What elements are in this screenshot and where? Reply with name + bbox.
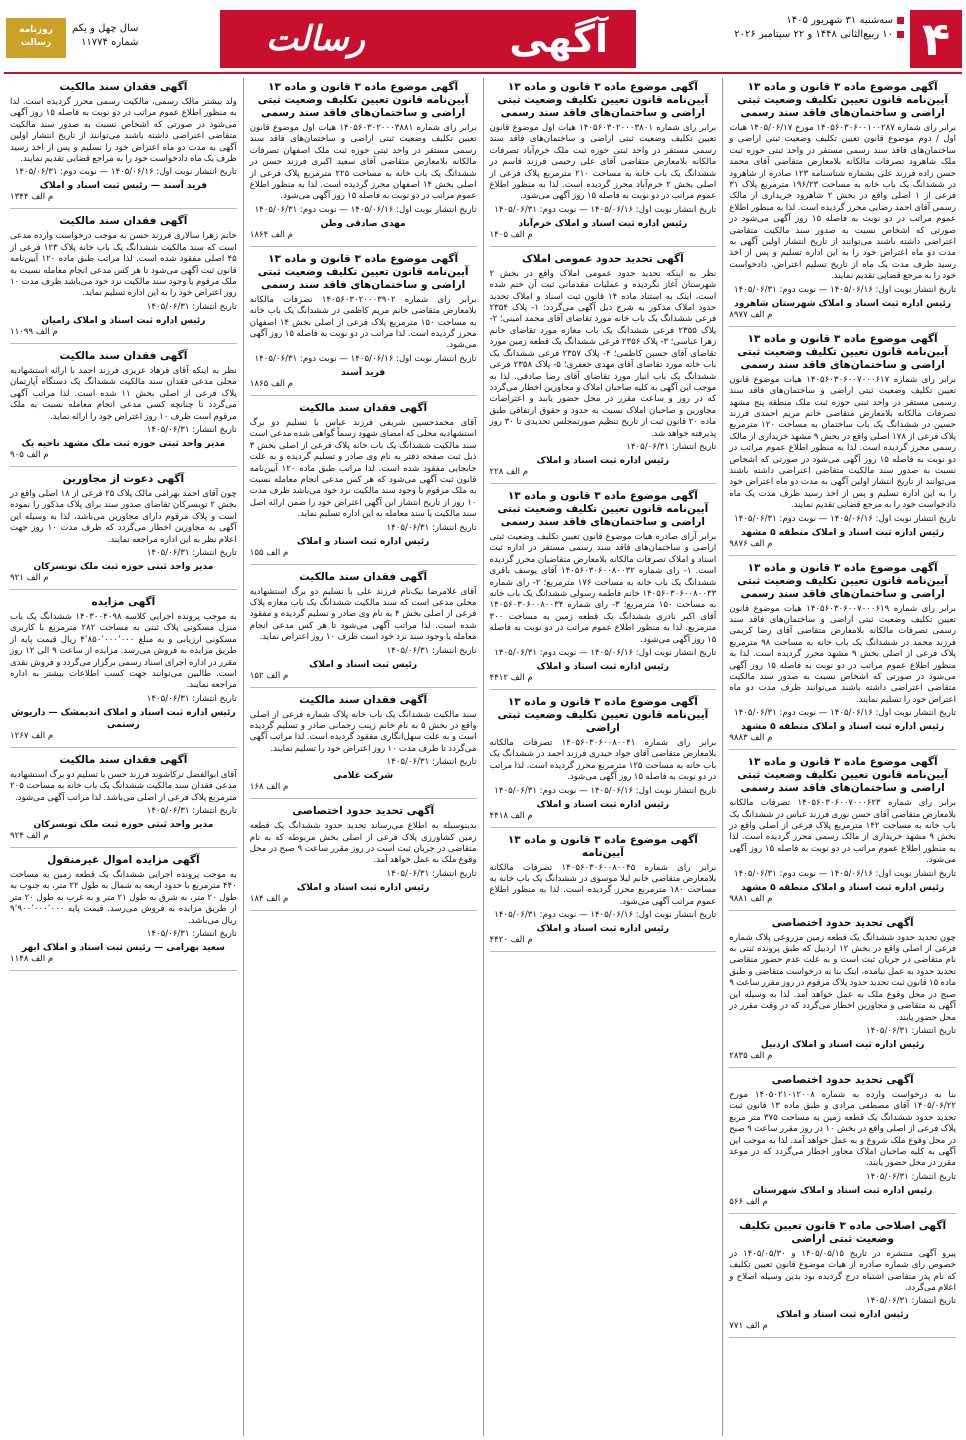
- ad-date: تاریخ انتشار: ۱۴۰۵/۰۶/۳۱: [146, 806, 237, 816]
- ad-signature: فرید آسند — رئیس ثبت اسناد و املاک: [39, 181, 207, 192]
- ad-item: [10, 215, 237, 343]
- ad-signature: رئیس اداره ثبت اسناد و املاک: [296, 536, 430, 547]
- ad-title: آگهی مزایده: [91, 595, 156, 608]
- ad-reference-id: م الف ۱۸۶۴: [249, 229, 293, 240]
- ad-date: تاریخ انتشار: ۱۴۰۵/۰۶/۳۱: [146, 301, 237, 312]
- ad-title: آگهی موضوع ماده ۳ قانون و ماده ۱۳ آیین‌نامه قانون تعیین تکلیف وضعیت ثبتی اراضی و ساختمان‌های فاقد سند رسمی: [257, 252, 469, 291]
- ad-reference-id: م الف ۴۴۱۸: [489, 810, 533, 821]
- ad-title: آگهی تحدید حدود اختصاصی: [292, 805, 435, 818]
- ad-column: [4, 78, 243, 1436]
- ad-date: تاریخ انتشار: ۱۴۰۵/۰۶/۳۱: [386, 645, 477, 656]
- ad-signature: شرکت غلامی: [333, 771, 394, 782]
- ad-body: چون آقای احمد بهرامی مالک پلاک ۲۵ فرعی از ۱۸ اصلی واقع در بخش ۲ تویسرکان تقاضای صدور سند برای پلاک مذکور را نموده است و پلاک مرقوم دارای مجاورین می‌باشد، لذا به وسیله این آگهی به مجاورین اخطار می‌گردد که ظرف مدت ۱۰ روز جهت اعلام نظر به این اداره مراجعه نمایند.: [10, 488, 237, 545]
- ad-body: به موجب پرونده اجرایی کلاسه ۱۴۰۳۰۰۴۰۹۸ ششدانگ یک باب منزل مسکونی پلاک ثبتی به مساحت ۲۸۲ مترمربع با کاربری مسکونی ارزیابی و به مبلغ ۴٬۸۵۰٬۰۰۰٬۰۰۰ ریال قیمت پایه از طریق مزایده به فروش می‌رسد. مزایده از ساعت ۹ الی ۱۲ روز مقرر در اداره اجرای اسناد رسمی برگزار می‌گردد و فروش نقدی است. طالبین می‌توانند جهت کسب اطلاعات بیشتر به اداره مراجعه نمایند.: [10, 611, 237, 691]
- ad-signature: مدیر واحد ثبتی حوزه ثبت ملک مشهد ناحیه یک: [21, 438, 226, 449]
- ad-signature: سعید بهرامی — رئیس ثبت اسناد و املاک ابهر: [21, 943, 225, 954]
- edition-info: [72, 22, 138, 50]
- mini-logo: [6, 18, 66, 58]
- ad-date: تاریخ انتشار نوبت اول: ۱۴۰۵/۰۶/۱۶ — نوبت دوم: ۱۴۰۵/۰۶/۳۱: [733, 284, 956, 295]
- ad-title: آگهی موضوع ماده ۳ قانون و ماده ۱۳ آیین‌نامه قانون تعیین تکلیف وضعیت ثبتی اراضی و ساختمان‌های فاقد سند رسمی: [497, 489, 709, 528]
- date-block: [694, 14, 904, 42]
- ad-title: آگهی فقدان سند مالکیت: [59, 81, 188, 93]
- ad-item: [490, 834, 717, 953]
- ad-date: تاریخ انتشار نوبت اول: ۱۴۰۵/۰۶/۱۶ — نوبت دوم: ۱۴۰۵/۰۶/۳۱: [733, 868, 956, 879]
- ad-body: برابر رای شماره ۱۴۰۵۶۰۳۰۶۰۰۷۰۰۰۶۱۷ هیات موضوع قانون تعیین تکلیف وضعیت ثبتی اراضی و ساختمان‌های فاقد سند رسمی مستقر در واحد ثبتی حوزه ثبت ملک منطقه پنج مشهد تصرفات مالکانه بلامعارض متقاضی خانم مریم احمدی فرزند حسین در ششدانگ یک باب ساختمان به مساحت ۱۲۰ مترمربع پلاک فرعی از ۱۷۸ اصلی واقع در بخش ۹ مشهد خریداری از مالک رسمی محرز گردیده است. لذا به منظور اطلاع عموم مراتب در دو نوبت به فاصله ۱۵ روز آگهی می‌شود در صورتی که اشخاص نسبت به صدور سند مالکیت متقاضی اعتراضی داشته باشند می‌توانند از تاریخ انتشار اولین آگهی به مدت دو ماه اعتراض خود را به این اداره تسلیم و پس از اخذ رسید ظرف مدت یک ماه دادخواست خود را به مرجع قضایی تقدیم نمایند.: [729, 374, 956, 511]
- ad-title: آگهی موضوع ماده ۳ قانون و ماده ۱۳ آیین‌نامه: [507, 833, 698, 859]
- ad-signature: رئیس اداره ثبت اسناد و املاک رامیان: [41, 315, 206, 326]
- ad-reference-id: م الف ۹۸۸۳: [729, 733, 773, 744]
- ad-reference-id: م الف ۲۸۳۵: [729, 1050, 773, 1061]
- ad-signature: رئیس اداره ثبت اسناد و املاک: [536, 455, 670, 466]
- ad-column: [722, 78, 962, 1436]
- ad-title: آگهی موضوع ماده ۳ قانون و ماده ۱۳ آیین‌نامه قانون تعیین تکلیف وضعیت ثبتی اراضی و ساختمان‌های فاقد سند رسمی: [737, 332, 949, 371]
- date-text-2: ۱۰ ربیع‌الثانی ۱۴۴۸ و ۲۲ سپتامبر ۲۰۲۶: [734, 29, 893, 40]
- page-header: [0, 10, 966, 68]
- ad-signature: رئیس اداره ثبت اسناد و املاک: [776, 1310, 909, 1321]
- ad-date: تاریخ انتشار نوبت اول: ۱۴۰۵/۰۶/۱۶ — نوبت دوم: ۱۴۰۵/۰۶/۳۱: [494, 910, 717, 921]
- ad-body: آقای محمدحسین شریفی فرزند عباس با تسلیم دو برگ استشهادیه محلی که امضای شهود رسماً گواهی شده مدعی است سند مالکیت ششدانگ یک باب خانه پلاک فرعی از اصلی بخش ۳ ذیل ثبت صفحه دفتر به نام وی صادر و تسلیم گردیده و به علت جابجایی مفقود شده است. لذا مراتب طبق ماده ۱۲۰ آیین‌نامه قانون ثبت آگهی می‌شود که هر کس مدعی انجام معامله نسبت به ملک مرقوم یا وجود سند مالکیت نزد خود می‌باشد ظرف مدت ۱۰ روز از تاریخ انتشار این آگهی اعتراض خود را ضمن ارائه اصل سند مالکیت یا سند معامله به این اداره تسلیم نماید.: [249, 417, 477, 520]
- ad-title: آگهی موضوع ماده ۳ قانون و ماده ۱۳ آیین‌نامه قانون تعیین تکلیف وضعیت ثبتی اراضی و ساختمان‌های فاقد سند رسمی: [737, 561, 949, 600]
- ad-date: تاریخ انتشار: ۱۴۰۵/۰۶/۳۱: [146, 929, 237, 940]
- ad-signature: رئیس اداره ثبت اسناد و املاک منطقه ۵ مشهد: [741, 722, 945, 733]
- ad-signature: رئیس اداره ثبت اسناد و املاک شهرستان شاهرود: [734, 298, 952, 309]
- ad-body: به موجب پرونده اجرایی ششدانگ یک قطعه زمین به مساحت ۴۴۰ مترمربع با حدود اربعه به شمال به طول ۲۲ متر، به جنوب به طول ۲۰ متر، به شرق به طول ۲۱ متر و به غرب به طول ۲۰ متر از طریق مزایده به فروش می‌رسد. قیمت پایه ۹٬۹۰۰٬۰۰۰٬۰۰۰ ریال می‌باشد.: [10, 870, 237, 926]
- ad-reference-id: م الف ۵۶۶: [729, 1196, 768, 1207]
- ad-item: [10, 350, 237, 467]
- bullet-icon: [897, 31, 904, 38]
- ad-title: آگهی موضوع ماده ۳ قانون و ماده ۱۳ آیین‌نامه قانون تعیین تکلیف وضعیت ثبتی اراضی و ساختمان‌های فاقد سند رسمی: [497, 81, 709, 119]
- ad-item: [490, 81, 717, 247]
- ad-reference-id: م الف ۱۳۴۴: [10, 192, 54, 203]
- ad-reference-id: م الف ۹۲۴: [10, 831, 49, 841]
- ad-signature: رئیس اداره ثبت اسناد و املاک: [536, 799, 670, 810]
- ad-date: تاریخ انتشار نوبت اول: ۱۴۰۵/۰۶/۱۶ — نوبت دوم: ۱۴۰۵/۰۶/۳۱: [494, 204, 717, 215]
- ad-columns: [4, 78, 962, 1436]
- ad-signature: رئیس اداره ثبت اسناد و املاک خرم‌آباد: [518, 218, 688, 229]
- ad-body: برابر رای شماره ۱۴۰۵۶۰۳۰۶۰۰۸۰۰۴۵ تصرفات مالکانه بلامعارض متقاضی خانم لیلا موسوی در ششدانگ یک باب خانه به مساحت ۱۸۰ مترمربع محرز گردیده است. لذا به منظور اطلاع عموم مراتب آگهی می‌شود.: [489, 862, 717, 907]
- ad-reference-id: م الف ۱۸۶۵: [249, 378, 293, 389]
- ad-reference-id: م الف ۱۴۰۵: [489, 229, 533, 240]
- ad-item: [250, 694, 477, 800]
- ad-item: [490, 696, 717, 828]
- ad-body: برابر رای شماره ۱۴۰۵۶۰۳۰۲۰۰۰۳۸۰۱ هیات اول موضوع قانون تعیین تکلیف وضعیت ثبتی اراضی و ساختمان‌های فاقد سند رسمی مستقر در واحد ثبتی حوزه ثبت ملک خرم‌آباد تصرفات مالکانه بلامعارض متقاضی آقای علی رحیمی فرزند قاسم در ششدانگ یک باب خانه به مساحت ۲۱۰ مترمربع پلاک فرعی از اصلی بخش ۲ خرم‌آباد محرز گردیده است. لذا به منظور اطلاع عموم مراتب در دو نوبت به فاصله ۱۵ روز آگهی می‌شود.: [489, 123, 717, 202]
- header-divider: [4, 72, 962, 74]
- ad-item: [729, 333, 956, 556]
- ad-reference-id: م الف ۴۴۱۲: [489, 673, 533, 683]
- bullet-icon: [897, 17, 904, 24]
- ad-date: تاریخ انتشار: ۱۴۰۵/۰۶/۳۱: [146, 693, 237, 704]
- ad-body: نظر به اینکه تحدید حدود عمومی املاک واقع در بخش ۲ شهرستان آغاز نگردیده و عملیات مقدماتی ثبت آن ختم شده است، اینک به استناد ماده ۱۴ قانون ثبت اسناد و املاک تحدید حدود املاک مذکور به شرح ذیل آگهی می‌گردد: ۱- پلاک ۲۳۵۴ فرعی ششدانگ یک باب خانه مورد تقاضای آقای محمد امینی؛ ۲- پلاک ۲۳۵۵ فرعی ششدانگ یک باب مغازه مورد تقاضای خانم زهرا عباسی؛ ۳- پلاک ۲۳۵۶ فرعی ششدانگ یک قطعه زمین مورد تقاضای آقای حسین کاظمی؛ ۴- پلاک ۲۳۵۷ فرعی ششدانگ یک باب خانه مورد تقاضای آقای مهدی جعفری؛ ۵- پلاک ۲۳۵۸ فرعی ششدانگ یک باب انبار مورد تقاضای آقای رضا صادقی. لذا به موجب این آگهی به کلیه صاحبان املاک و مجاورین اخطار می‌گردد که در روز و ساعت مقرر در محل حضور یابند و اعتراضات مجاورین و صاحبان املاک نسبت به حدود و حقوق ارتفاقی طبق ماده ۲۰ قانون ثبت از تاریخ تنظیم صورتمجلس تحدیدی تا ۳۰ روز پذیرفته خواهد شد.: [489, 268, 717, 439]
- ad-item: [729, 1074, 956, 1214]
- date-line-other: [694, 28, 904, 42]
- ad-item: [10, 854, 237, 971]
- ad-body: خانم زهرا سالاری فرزند حسن به موجب درخواست وارده مدعی است که سند مالکیت ششدانگ یک باب خانه پلاک ۱۲۳ فرعی از ۴۵ اصلی مفقود شده است. لذا مراتب طبق ماده ۱۲۰ آیین‌نامه قانون ثبت آگهی می‌شود تا هر کس مدعی انجام معامله نسبت به ملک مرقوم یا وجود سند مالکیت نزد خود می‌باشد ظرف مدت ۱۰ روز اعتراض خود را به این اداره تسلیم نماید.: [10, 231, 237, 299]
- ad-date: تاریخ انتشار نوبت اول: ۱۴۰۵/۰۶/۱۶ — نوبت دوم: ۱۴۰۵/۰۶/۳۱: [494, 648, 717, 658]
- ad-date: تاریخ انتشار نوبت اول: ۱۴۰۵/۰۶/۱۶ — نوبت دوم: ۱۴۰۵/۰۶/۳۱: [14, 167, 237, 178]
- ad-body: آقای ابوالفضل ترکاشوند فرزند حسن با تسلیم دو برگ استشهادیه مدعی فقدان سند مالکیت ششدانگ یک باب خانه به مساحت ۲۰۵ مترمربع پلاک فرعی از اصلی می‌باشد. لذا مراتب آگهی می‌شود.: [10, 769, 237, 803]
- ad-reference-id: م الف ۷۷۱: [729, 1321, 768, 1332]
- ad-date: تاریخ انتشار: ۱۴۰۵/۰۶/۳۱: [866, 1171, 956, 1182]
- ad-date: تاریخ انتشار نوبت اول: ۱۴۰۵/۰۶/۱۶ — نوبت دوم: ۱۴۰۵/۰۶/۳۱: [254, 204, 477, 215]
- ad-body: بدینوسیله به اطلاع می‌رساند تحدید حدود ششدانگ یک قطعه زمین کشاورزی پلاک فرعی از اصلی بخش مربوطه که به نام متقاضی در جریان ثبت است در روز مقرر ساعت ۹ صبح در محل وقوع ملک به عمل خواهد آمد.: [249, 821, 477, 866]
- ad-item: [10, 81, 237, 209]
- ad-date: تاریخ انتشار نوبت اول: ۱۴۰۵/۰۶/۱۶ — نوبت دوم: ۱۴۰۵/۰۶/۳۱: [733, 708, 956, 719]
- ad-signature: مدیر واحد ثبتی حوزه ثبت ملک تویسرکان: [33, 820, 214, 830]
- ad-date: تاریخ انتشار نوبت اول: ۱۴۰۵/۰۶/۱۶ — نوبت دوم: ۱۴۰۵/۰۶/۳۱: [494, 785, 717, 796]
- ad-date: تاریخ انتشار: ۱۴۰۵/۰۶/۳۱: [386, 757, 477, 768]
- ad-body: پیرو آگهی منتشره در تاریخ ۱۴۰۵/۰۵/۱۵ و ۱۴۰۵/۰۵/۳۰ در خصوص رای شماره صادره از هیات موضوع قانون تعیین تکلیف که نام پدر متقاضی اشتباه درج گردیده بود بدین وسیله اصلاح و اعلام می‌گردد.: [729, 1248, 956, 1293]
- ad-body: برابر رای شماره ۱۴۰۵۶۰۳۰۲۰۰۰۳۹۰۲ تصرفات مالکانه بلامعارض متقاضی خانم مریم کاظمی در ششدانگ یک باب خانه به مساحت ۱۵۰ مترمربع پلاک فرعی از اصلی بخش ۱۴ اصفهان محرز گردیده است. لذا مراتب در دو نوبت به فاصله ۱۵ روز آگهی می‌شود.: [249, 294, 477, 351]
- ad-item: [729, 756, 956, 910]
- ad-reference-id: م الف ۱۸۴: [249, 893, 289, 904]
- ad-item: [250, 253, 477, 396]
- ad-date: تاریخ انتشار: ۱۴۰۵/۰۶/۳۱: [626, 441, 717, 452]
- ad-body: برابر آرای صادره هیات موضوع قانون تعیین تکلیف وضعیت ثبتی اراضی و ساختمان‌های فاقد سند رسمی مستقر در اداره ثبت اسناد و املاک تصرفات مالکانه بلامعارض متقاضیان محرز گردیده است. ۱- رای شماره ۱۴۰۵۶۰۳۰۶۰۰۸۰۰۳۲ آقای یوسف باقری ششدانگ یک باب خانه به مساحت ۱۷۶ مترمربع؛ ۲- رای شماره ۱۴۰۵۶۰۳۰۶۰۰۸۰۰۳۳ خانم فاطمه رسولی ششدانگ یک باب خانه به مساحت ۱۵۰ مترمربع؛ ۳- رای شماره ۱۴۰۵۶۰۳۰۶۰۰۸۰۰۳۴ آقای اکبر نادری ششدانگ یک قطعه زمین به مساحت ۳۰۰ مترمربع. لذا به منظور اطلاع عموم مراتب در دو نوبت به فاصله ۱۵ روز آگهی می‌شود.: [489, 531, 717, 645]
- ad-signature: رئیس اداره ثبت اسناد و املاک اندیمشک — داریوش رستمی: [11, 707, 236, 730]
- ad-signature: رئیس اداره ثبت اسناد و املاک: [536, 662, 670, 672]
- ad-reference-id: م الف ۱۵۲: [249, 670, 289, 681]
- newspaper-logo: رسالت: [266, 19, 366, 59]
- ad-date: تاریخ انتشار: ۱۴۰۵/۰۶/۳۱: [146, 424, 237, 435]
- ad-date: تاریخ انتشار: ۱۴۰۵/۰۶/۳۱: [386, 522, 477, 533]
- ad-title: آگهی تحدید حدود عمومی املاک: [521, 252, 684, 265]
- date-line-persian: [694, 14, 904, 28]
- ad-title: آگهی فقدان سند مالکیت: [59, 215, 188, 228]
- ad-reference-id: م الف ۱۱۴۸: [10, 954, 54, 965]
- ad-reference-id: م الف ۹۸۸۱: [729, 893, 773, 904]
- ad-signature: رئیس اداره ثبت اسناد و املاک منطقه ۵ مشهد: [741, 882, 945, 893]
- ad-body: برابر رای شماره ۱۴۰۵۶۰۳۰۶۰۰۱۰۰۲۸۷ مورخ ۱۴۰۵/۰۶/۱۷ هیات اول / دوم موضوع قانون تعیین تکلیف وضعیت ثبتی اراضی و ساختمان‌های فاقد سند رسمی مستقر در واحد ثبتی حوزه ثبت ملک شاهرود تصرفات مالکانه بلامعارض متقاضی آقای محمد حسن زاده فرزند علی بشماره شناسنامه ۱۲۳ صادره از شاهرود در ششدانگ یک باب خانه به مساحت ۱۹۶/۲۳ مترمربع پلاک ۳۱ فرعی از ۱ اصلی واقع در بخش ۲ شاهرود خریداری از مالک رسمی آقای احمد رضایی محرز گردیده است. لذا به منظور اطلاع عموم مراتب در دو نوبت به فاصله ۱۵ روز آگهی می‌شود در صورتی که اشخاص نسبت به صدور سند مالکیت متقاضی اعتراضی داشته باشند می‌توانند از تاریخ انتشار اولین آگهی به مدت دو ماه اعتراض خود را به این اداره تسلیم و پس از اخذ رسید ظرف مدت یک ماه از تاریخ تسلیم اعتراض، دادخواست خود را به مرجع قضایی تقدیم نمایند.: [729, 123, 957, 282]
- ad-column: [483, 78, 723, 1436]
- ad-signature: رئیس اداره ثبت اسناد و املاک منطقه ۵ مشهد: [741, 527, 945, 538]
- edition-number: شماره ۱۱۷۷۴: [81, 37, 139, 48]
- ad-reference-id: م الف ۱۶۸: [249, 782, 289, 793]
- ad-item: [250, 402, 477, 565]
- ad-date: تاریخ انتشار: ۱۴۰۵/۰۶/۳۱: [386, 868, 477, 879]
- ad-title: آگهی موضوع ماده ۳ قانون و ماده ۱۳ آیین‌نامه قانون تعیین تکلیف وضعیت ثبتی اراضی: [497, 696, 709, 734]
- ad-item: [10, 596, 237, 748]
- ad-signature: رئیس اداره ثبت اسناد و املاک شهرستان: [752, 1185, 933, 1196]
- ad-title: آگهی فقدان سند مالکیت: [59, 753, 188, 766]
- ad-date: تاریخ انتشار: ۱۴۰۵/۰۶/۳۱: [146, 547, 237, 558]
- ad-date: تاریخ انتشار: ۱۴۰۵/۰۶/۳۱: [866, 1025, 956, 1036]
- ad-signature: رئیس اداره ثبت اسناد و املاک اردبیل: [760, 1039, 925, 1050]
- ad-title: آگهی فقدان سند مالکیت: [299, 693, 428, 706]
- ad-body: برابر رای شماره ۱۴۰۵۶۰۳۰۶۰۰۷۰۰۰۶۱۹ هیات موضوع قانون تعیین تکلیف وضعیت ثبتی اراضی و ساختمان‌های فاقد سند رسمی تصرفات مالکانه بلامعارض متقاضی آقای رضا کریمی فرزند محمد در ششدانگ یک باب خانه به مساحت ۹۸ مترمربع پلاک فرعی از اصلی بخش ۹ مشهد محرز گردیده است. لذا به منظور اطلاع عموم مراتب در دو نوبت به فاصله ۱۵ روز آگهی می‌شود در صورتی که اشخاص نسبت به صدور سند مالکیت متقاضی اعتراضی داشته باشند می‌توانند ظرف مدت دو ماه اعتراض خود را تسلیم نمایند.: [729, 603, 957, 705]
- ad-reference-id: م الف ۱۱۰۹۹: [10, 326, 58, 337]
- ad-item: [10, 473, 237, 590]
- ad-signature: مدیر واحد ثبتی حوزه ثبت ملک تویسرکان: [33, 561, 214, 572]
- ad-reference-id: م الف ۱۲۶۷: [10, 730, 54, 741]
- ad-title: آگهی فقدان سند مالکیت: [299, 570, 428, 583]
- ad-body: چون تحدید حدود ششدانگ یک قطعه زمین مزروعی پلاک شماره فرعی از اصلی واقع در بخش ۱۲ اردبیل که طبق پرونده ثبتی به نام متقاضی در جریان ثبت است و به علت عدم حضور متقاضی تحدید حدود به عمل نیامده، اینک بنا به درخواست متقاضی و طبق ماده ۱۵ قانون ثبت تحدید حدود پلاک مرقوم در روز مقرر ساعت ۹ صبح در محل وقوع ملک به عمل خواهد آمد. لذا به وسیله این آگهی به متقاضی و مجاورین اخطار می‌گردد که در وقت مقرر در محل حضور یابند.: [729, 932, 956, 1023]
- ad-item: [490, 253, 717, 484]
- ad-reference-id: م الف ۴۴۲۰: [489, 935, 533, 946]
- ad-body: سند مالکیت ششدانگ یک باب خانه پلاک شماره فرعی از اصلی واقع در بخش ۵ به نام خانم زینب رحمانی صادر و تسلیم گردیده است و به علت سهل‌انگاری مفقود گردیده است. لذا مراتب آگهی می‌گردد تا ظرف مدت ۱۰ روز اعتراض خود را تسلیم نمایند.: [249, 709, 477, 754]
- ad-column: [243, 78, 483, 1436]
- ad-reference-id: م الف ۹۲۱: [10, 572, 49, 583]
- edition-year: سال چهل و یکم: [72, 23, 139, 34]
- section-banner: [220, 10, 636, 68]
- ad-item: [729, 562, 956, 751]
- ad-signature: فرید آسند: [341, 367, 386, 378]
- ad-reference-id: م الف ۱۵۵: [249, 547, 289, 558]
- ad-body: بنا به درخواست وارده به شماره ۱۴۰۵۰۲۱۰۱۲۰۰۸ مورخ ۱۴۰۵/۰۶/۲۲ آقای مصطفی مرادی و طبق ماده ۱۳ قانون ثبت تحدید حدود ششدانگ یک قطعه زمین به مساحت ۳۷۵ متر مربع پلاک فرعی از اصلی واقع در بخش ۱۰ در روز مقرر ساعت ۹ صبح در محل وقوع ملک شروع و به عمل خواهد آمد. لذا به موجب این آگهی به کلیه صاحبان املاک مجاور اخطار می‌گردد که در موعد مقرر در محل حضور یابند.: [729, 1089, 957, 1169]
- ad-item: [250, 805, 477, 911]
- section-title: آگهی: [509, 17, 608, 61]
- ad-date: تاریخ انتشار نوبت اول: ۱۴۰۵/۰۶/۱۶ — نوبت دوم: ۱۴۰۵/۰۶/۳۱: [254, 353, 477, 364]
- page-number: ۴: [910, 10, 962, 68]
- ad-body: نظر به اینکه آقای فرهاد عزیزی فرزند احمد با ارائه استشهادیه محلی مدعی فقدان سند مالکیت ششدانگ یک دستگاه آپارتمان پلاک فرعی از اصلی بخش ۱۱ شده است. لذا مراتب آگهی می‌گردد تا چنانچه کسی مدعی انجام معامله نسبت به ملک مرقوم است ظرف ۱۰ روز اعتراض خود را ارائه نماید.: [10, 365, 237, 422]
- ad-title: آگهی اصلاحی ماده ۳ قانون تعیین تکلیف وضعیت ثبتی اراضی: [739, 1219, 947, 1245]
- ad-title: آگهی موضوع ماده ۳ قانون و ماده ۱۳ آیین‌نامه قانون تعیین تکلیف وضعیت ثبتی اراضی و ساختمان‌های فاقد سند رسمی: [737, 756, 949, 795]
- ad-title: آگهی موضوع ماده ۳ قانون و ماده ۱۳ آیین‌نامه قانون تعیین تکلیف وضعیت ثبتی اراضی و ساختمان‌های فاقد سند رسمی: [737, 81, 949, 119]
- ad-title: آگهی مزایده اموال غیرمنقول: [47, 854, 200, 866]
- ad-item: [729, 81, 956, 327]
- mini-logo-line-1: روزنامه: [19, 25, 53, 35]
- ad-body: برابر رای شماره ۱۴۰۵۶۰۳۰۶۰۰۸۰۰۴۱ تصرفات مالکانه بلامعارض متقاضی آقای جواد حیدری فرزند احمد در ششدانگ یک باب خانه به مساحت ۱۲۵ مترمربع محرز گردیده است. لذا مراتب در دو نوبت به فاصله ۱۵ روز آگهی می‌شود.: [489, 738, 717, 783]
- ad-date: تاریخ انتشار نوبت اول: ۱۴۰۵/۰۶/۱۶ — نوبت دوم: ۱۴۰۵/۰۶/۳۱: [733, 513, 956, 524]
- ad-date: تاریخ انتشار: ۱۴۰۵/۰۶/۳۱: [866, 1296, 956, 1307]
- ad-title: آگهی تحدید حدود اختصاصی: [771, 916, 914, 929]
- ad-title: آگهی فقدان سند مالکیت: [299, 401, 428, 414]
- ad-item: [250, 81, 477, 247]
- ad-body: آقای غلامرضا نیک‌نام فرزند علی با تسلیم دو برگ استشهادیه محلی مدعی است که سند مالکیت ششدانگ یک باب مغازه پلاک فرعی از اصلی بخش ۴ به نام وی صادر و تسلیم گردیده و مفقود شده است. لذا مراتب آگهی می‌شود تا هر کس مدعی انجام معامله یا وجود سند نزد خود است ظرف ۱۰ روز اعتراض نماید.: [249, 586, 477, 643]
- mini-logo-line-2: رسالت: [20, 38, 52, 48]
- ad-title: آگهی تحدید حدود اختصاصی: [771, 1073, 914, 1086]
- ad-reference-id: م الف ۲۲۸: [489, 466, 529, 477]
- ad-body: برابر رای شماره ۱۴۰۵۶۰۳۰۲۰۰۰۳۸۸۱ هیات اول موضوع قانون تعیین تکلیف وضعیت ثبتی اراضی و ساختمان‌های فاقد سند رسمی مستقر در واحد ثبتی حوزه ثبت ملک اصفهان تصرفات مالکانه بلامعارض متقاضی آقای سعید اکبری فرزند حسن در ششدانگ یک باب خانه به مساحت ۲۲۵ مترمربع پلاک فرعی از اصلی بخش ۱۴ اصفهان محرز گردیده است. لذا به منظور اطلاع عموم مراتب در دو نوبت به فاصله ۱۵ روز آگهی می‌شود.: [249, 123, 477, 202]
- ad-title: آگهی موضوع ماده ۳ قانون و ماده ۱۳ آیین‌نامه قانون تعیین تکلیف وضعیت ثبتی اراضی و ساختمان‌های فاقد سند رسمی: [257, 81, 469, 119]
- ad-signature: رئیس اداره ثبت اسناد و املاک: [296, 882, 430, 893]
- ad-item: [729, 1220, 956, 1339]
- ad-signature: رئیس ثبت اسناد و املاک: [309, 659, 418, 670]
- date-text-1: سه‌شنبه ۳۱ شهریور ۱۴۰۵: [786, 15, 893, 26]
- ad-item: [490, 490, 717, 690]
- ad-item: [10, 754, 237, 848]
- ad-signature: مهدی صادقی وطن: [320, 218, 406, 229]
- ad-item: [250, 571, 477, 688]
- ad-title: آگهی دعوت از مجاورین: [62, 472, 185, 485]
- ad-reference-id: م الف ۸۹۷۷: [729, 309, 773, 320]
- ad-item: [729, 917, 956, 1068]
- ad-body: برابر رای شماره ۱۴۰۵۶۰۳۰۶۰۰۷۰۰۰۶۲۳ تصرفات مالکانه بلامعارض متقاضی آقای حسن نوری فرزند عباس در ششدانگ یک باب خانه به مساحت ۱۴۲ مترمربع پلاک فرعی از اصلی واقع در بخش ۹ مشهد خریداری از مالک رسمی محرز گردیده است. لذا به منظور اطلاع عموم مراتب در دو نوبت به فاصله ۱۵ روز آگهی می‌شود.: [729, 798, 956, 866]
- ad-body: ولد بیشتر مالک رسمی، مالکیت رسمی محرز گردیده است. لذا به منظور اطلاع عموم مراتب در دو نوبت به فاصله ۱۵ روز آگهی می‌شود در صورتی که اشخاص نسبت به صدور سند مالکیت متقاضی اعتراضی داشته باشند می‌توانند از تاریخ انتشار اولین آگهی به مدت دو ماه اعتراض خود را تسلیم و پس از اخذ رسید ظرف یک ماه دادخواست خود را به مراجع قضایی تقدیم نمایند.: [10, 97, 237, 165]
- ad-signature: رئیس اداره ثبت اسناد و املاک: [536, 924, 670, 935]
- ad-reference-id: م الف ۹۰۵: [10, 449, 49, 460]
- ad-title: آگهی فقدان سند مالکیت: [59, 349, 188, 362]
- ad-reference-id: م الف ۹۸۷۶: [729, 538, 773, 549]
